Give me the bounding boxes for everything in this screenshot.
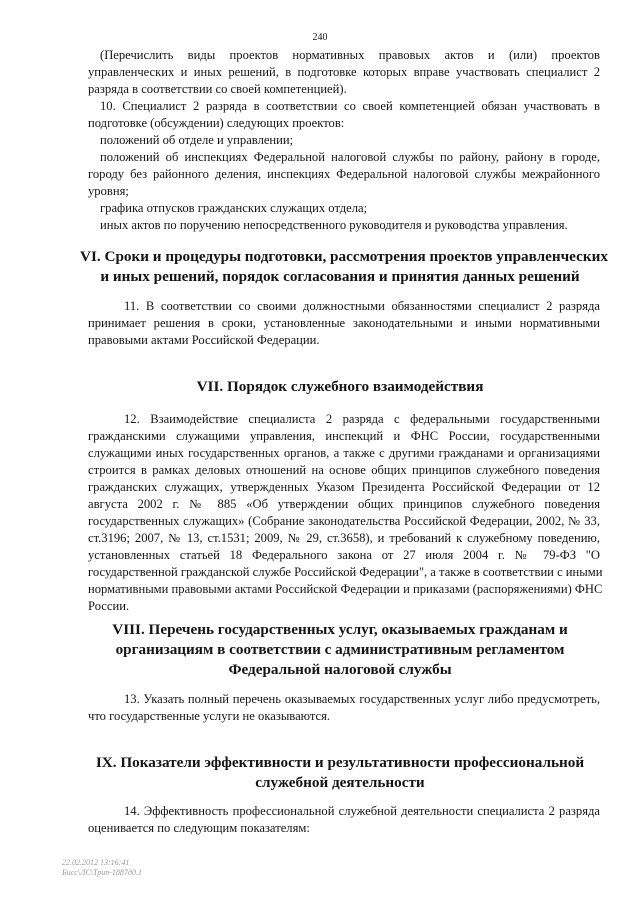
print-stamp	[62, 858, 142, 878]
text-line: служащими иных государственных органов, а также с другими гражданами и организациями	[88, 446, 600, 460]
text-line: 10. Специалист 2 разряда в соответствии со своей компетенцией обязан участвовать в	[100, 99, 600, 113]
heading-line: и иных решений, порядок согласования и принятия данных решений	[100, 268, 580, 285]
text-line: 12. Взаимодействие специалиста 2 разряда с федеральными государственными	[124, 412, 600, 426]
print-stamp-line: Бисс\ЛС\Трип-1887д0.1	[62, 868, 142, 877]
list-item: иных актов по поручению непосредственного руководителя и руководства управления.	[100, 218, 568, 232]
print-stamp-line: 22.02.2012 13:16:41	[62, 858, 130, 867]
section-heading-9	[80, 753, 600, 793]
text-line: 11. В соответствии со своими должностными обязанностями специалист 2 разряда	[124, 299, 600, 313]
section-heading-7	[80, 377, 600, 397]
para-10	[88, 98, 600, 234]
text-line: государственной гражданской службе Российской Федерации", а также в соответствии с иными	[88, 565, 603, 579]
text-line: городу без районного деления, инспекциях Федеральной налоговой службы межрайонного	[88, 167, 600, 181]
text-line: оценивается по следующим показателям:	[88, 821, 310, 835]
text-line: строится в рамках деловых отношений на основе общих принципов служебного поведения	[88, 463, 600, 477]
text-line: ст.3196; 2007, № 13, ст.1531; 2009, № 29, ст.3658), и требований к служебному поведению,	[88, 531, 600, 545]
list-item: графика отпусков гражданских служащих отдела;	[100, 201, 368, 215]
heading-line: VIII. Перечень государственных услуг, оказываемых гражданам и	[112, 621, 568, 638]
text-line: (Перечислить виды проектов нормативных правовых актов и (или) проектов	[100, 48, 600, 62]
text-line: России.	[88, 599, 130, 613]
text-line: августа 2002 г. № 885 «Об утверждении общих принципов служебного поведения	[88, 497, 600, 511]
text-line: нормативными правовыми актами Российской Федерации и приказами (распоряжениями) ФНС	[88, 582, 603, 596]
section-heading-8	[80, 620, 600, 680]
page-number: 240	[312, 32, 328, 43]
para-12	[88, 411, 603, 615]
para-intro	[88, 47, 600, 98]
text-line: уровня;	[88, 184, 129, 198]
text-line: установленных статьей 18 Федерального закона от 27 июля 2004 г. № 79-ФЗ "О	[88, 548, 600, 562]
text-line: управленческих и иных решений, в подготовке которых вправе участвовать специалист 2	[88, 65, 600, 79]
text-line: правовыми актами Российской Федерации.	[88, 333, 320, 347]
heading-line: организациям в соответствии с административным регламентом	[115, 641, 565, 658]
heading-line: VI. Сроки и процедуры подготовки, рассмотрения проектов управленческих	[80, 248, 608, 265]
text-line: подготовке (обсуждении) следующих проектов:	[88, 116, 345, 130]
heading-line: служебной деятельности	[255, 774, 425, 791]
text-line: 13. Указать полный перечень оказываемых государственных услуг либо предусмотреть,	[124, 692, 600, 706]
heading-line: IX. Показатели эффективности и результативности профессиональной	[95, 754, 585, 771]
list-item: положений об отделе и управлении;	[100, 133, 294, 147]
para-11	[88, 298, 600, 349]
text-line: гражданских служащих, утвержденных Указом Президента Российской Федерации от 12	[88, 480, 600, 494]
text-line: государственных служащих» (Собрание законодательства Российской Федерации, 2002, № 33,	[88, 514, 600, 528]
section-heading-6	[80, 247, 608, 287]
text-line: гражданскими служащими управления, инспекций и ФНС России, государственными	[88, 429, 600, 443]
para-13	[88, 691, 600, 725]
text-line: принимает решения в сроки, установленные законодательными и иными нормативными	[88, 316, 600, 330]
text-line: 14. Эффективность профессиональной служебной деятельности специалиста 2 разряда	[124, 804, 600, 818]
heading-line: Федеральной налоговой службы	[228, 661, 452, 678]
list-item: положений об инспекциях Федеральной налоговой службы по району, району в городе,	[100, 150, 600, 164]
para-14	[88, 803, 600, 837]
text-line: что государственные услуги не оказываются.	[88, 709, 331, 723]
heading-line: VII. Порядок служебного взаимодействия	[196, 378, 484, 395]
text-line: разряда в соответствии со своей компетенцией).	[88, 82, 347, 96]
